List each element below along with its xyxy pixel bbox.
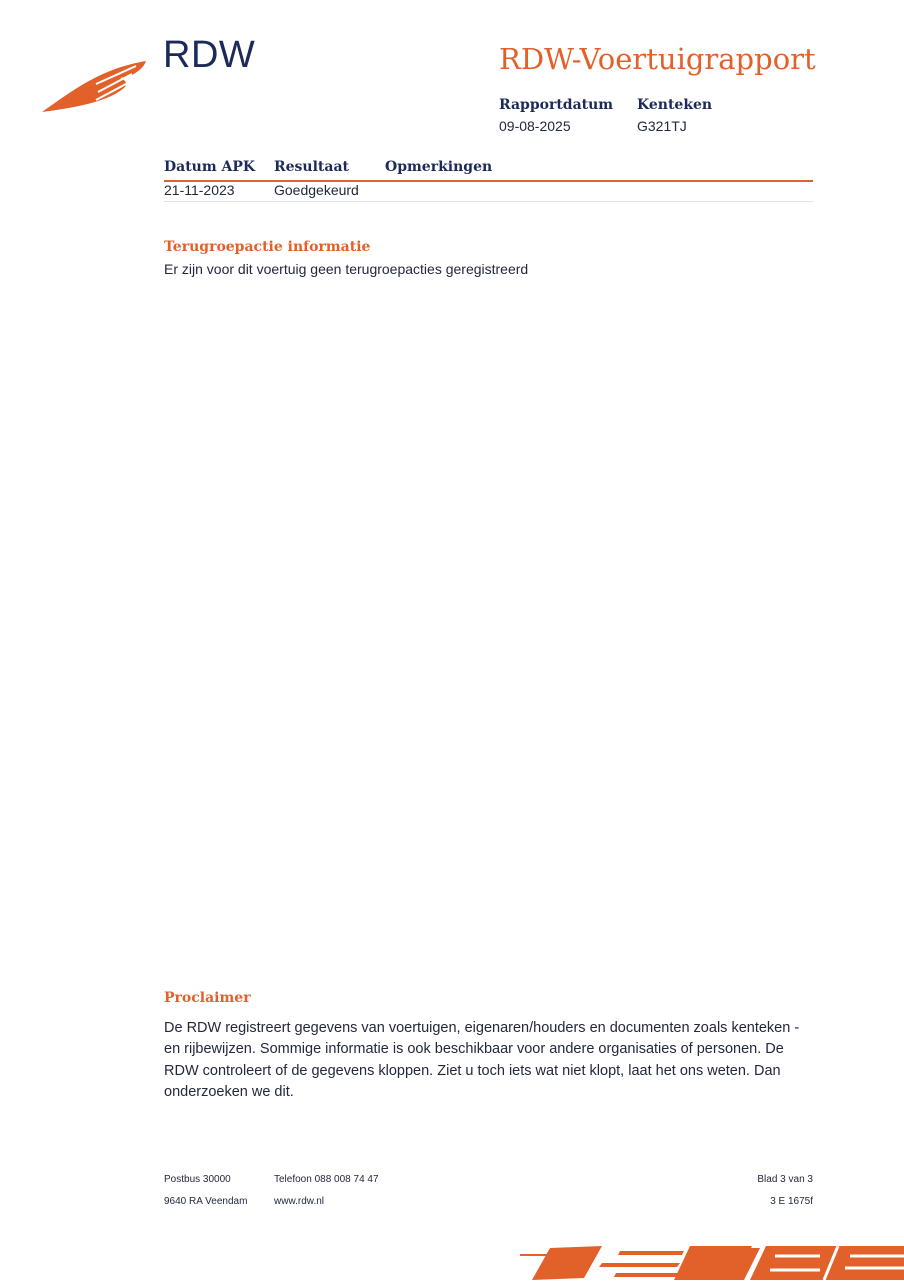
footer-phone: Telefoon 088 008 74 47 <box>274 1174 379 1185</box>
disclaimer-text: De RDW registreert gegevens van voertuigen, eigenaren/houders en documenten zoals kenteken - en rijbewijzen. Sommige informatie is ook beschikbaar voor andere organisaties of personen. De RDW controleert of de gegevens kloppen. Ziet u toch iets wat niet klopt, laat het ons weten. Dan onderzoeken we dit. <box>164 1020 800 1100</box>
rdw-stripes-icon <box>520 1243 904 1285</box>
cell-result: Goedgekeurd <box>274 182 359 198</box>
footer-address-line2: 9640 RA Veendam <box>164 1196 248 1207</box>
table-header-divider <box>164 180 813 182</box>
footer-page-number: Blad 3 van 3 <box>757 1174 813 1185</box>
logo-text: RDW <box>163 34 256 76</box>
disclaimer-title: Proclaimer <box>164 990 251 1006</box>
recall-title: Terugroepactie informatie <box>164 239 371 255</box>
report-title: RDW-Voertuigrapport <box>499 42 816 76</box>
cell-date: 21-11-2023 <box>164 182 235 198</box>
column-header-date: Datum APK <box>164 159 256 175</box>
footer-address-line1: Postbus 30000 <box>164 1174 231 1185</box>
plate-value: G321TJ <box>637 118 687 134</box>
footer-website-link[interactable]: www.rdw.nl <box>274 1196 325 1207</box>
column-header-result: Resultaat <box>274 159 349 175</box>
rdw-feather-logo-icon <box>40 58 148 121</box>
recall-text: Er zijn voor dit voertuig geen terugroepacties geregistreerd <box>164 261 529 277</box>
report-date-value: 09-08-2025 <box>499 118 571 134</box>
footer-code: 3 E 1675f <box>770 1196 813 1207</box>
table-row-divider <box>164 201 813 202</box>
report-date-label: Rapportdatum <box>499 97 614 113</box>
plate-label: Kenteken <box>637 97 713 113</box>
column-header-remarks: Opmerkingen <box>385 159 493 175</box>
